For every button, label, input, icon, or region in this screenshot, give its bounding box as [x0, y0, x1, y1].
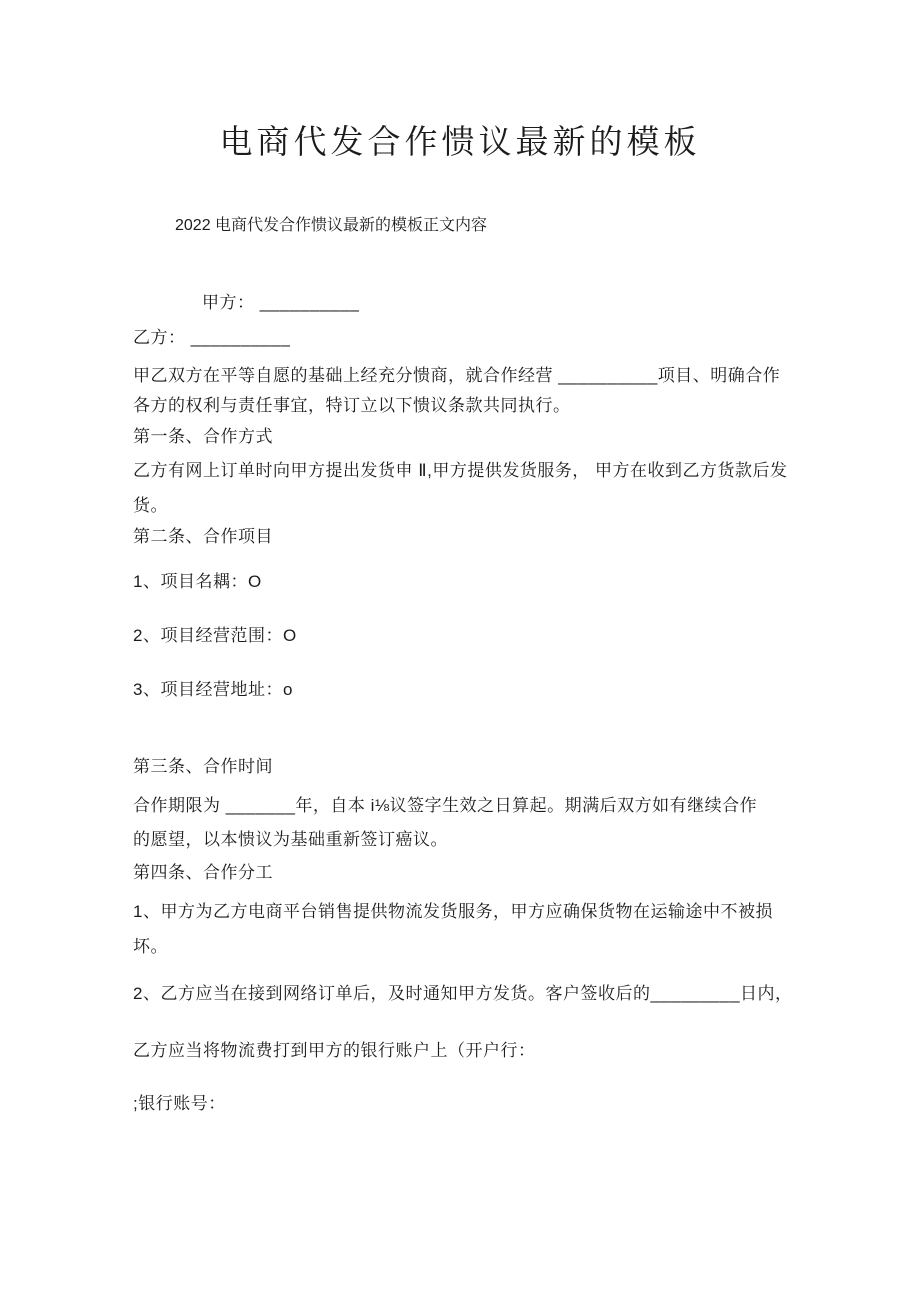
doc-line-project-scope: 2、项目经营范围：O [133, 626, 297, 645]
doc-line-article-4-item-1a: 1、甲方为乙方电商平台销售提供物流发货服务，甲方应确保货物在运输途中不被损 [133, 902, 773, 921]
doc-heading-article-1: 第一条、合作方式 [133, 427, 273, 446]
doc-line-article-4-item-1b: 坏。 [133, 937, 168, 956]
doc-line-bank-account-number: ;银行账号： [133, 1094, 226, 1113]
doc-line-preamble-2: 各方的权利与责任事宜，特订立以下愦议条款共同执行。 [133, 396, 571, 415]
doc-heading-article-2: 第二条、合作项目 [133, 527, 273, 546]
doc-line-article-4-item-2: 2、乙方应当在接到网络订单后，及时通知甲方发货。客户签收后的_________日内， [133, 984, 793, 1003]
document-subtitle: 2022 电商代发合作愦议最新的模板正文内容 [175, 217, 488, 234]
document-title: 电商代发合作愦议最新的模板 [219, 122, 701, 161]
doc-line-project-address: 3、项目经营地址：o [133, 680, 293, 699]
doc-line-article-1-body-2: 货。 [133, 496, 168, 515]
doc-line-project-name: 1、项目名耦：O [133, 572, 262, 591]
doc-line-bank-account-intro: 乙方应当将物流费打到甲方的银行账户上（开户行： [133, 1041, 536, 1060]
doc-heading-article-4: 第四条、合作分工 [133, 863, 273, 882]
doc-line-preamble-1: 甲乙双方在平等自愿的基础上经充分愦商，就合作经营 __________项目、明确合作 [133, 366, 781, 385]
doc-line-article-3-body-2: 的愿望，以本愦议为基础重新签订癌议。 [133, 830, 448, 849]
doc-line-party-a: 甲方： __________ [202, 293, 360, 312]
doc-heading-article-3: 第三条、合作时间 [133, 757, 273, 776]
doc-line-article-3-body-1: 合作期限为 _______年，自本 i⅛议签字生效之日算起。期满后双方如有继续合作 [133, 796, 758, 815]
doc-line-article-1-body-1: 乙方有网上订单时向甲方提出发货申 Ⅱ,甲方提供发货服务， 甲方在收到乙方货款后发 [133, 461, 788, 480]
doc-line-party-b: 乙方： __________ [133, 328, 291, 347]
